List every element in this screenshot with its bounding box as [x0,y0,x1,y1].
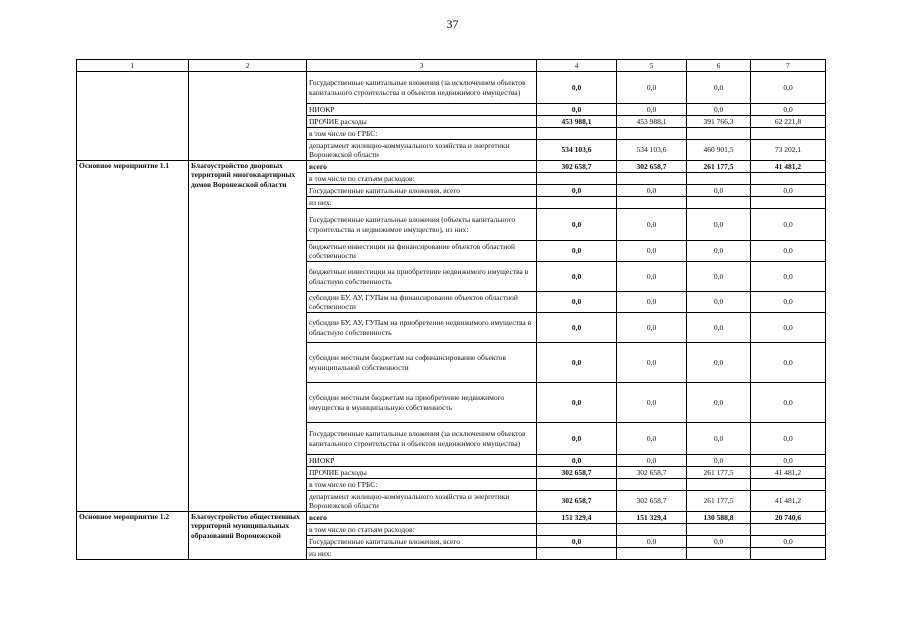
table-row [77,512,826,524]
amount-cell: 41 481,2 [751,467,826,479]
amount-cell: 261 177,5 [687,161,751,173]
amount-cell [537,524,617,536]
amount-cell: 0,0 [687,292,751,313]
amount-cell: 41 481,2 [751,161,826,173]
amount-cell: 0,0 [537,423,617,455]
header-cell: 7 [751,60,826,72]
amount-cell: 302 658,7 [617,491,687,512]
expense-label-cell: всего [307,161,537,173]
amount-cell: 391 766,3 [687,116,751,128]
amount-cell: 0,0 [617,209,687,241]
amount-cell: 0,0 [537,455,617,467]
expense-label-cell: НИОКР [307,104,537,116]
event-name-cell [77,72,189,161]
header-cell: 5 [617,60,687,72]
amount-cell: 0,0 [751,423,826,455]
amount-cell [751,128,826,140]
amount-cell: 62 221,8 [751,116,826,128]
amount-cell: 0,0 [537,536,617,548]
amount-cell [751,197,826,209]
amount-cell [751,524,826,536]
amount-cell: 0,0 [751,343,826,383]
expense-label-cell: субсидии БУ, АУ, ГУПам на финансирование объектов областной собственности [307,292,537,313]
expense-label-cell: НИОКР [307,455,537,467]
amount-cell [617,548,687,560]
amount-cell [687,524,751,536]
amount-cell: 41 481,2 [751,491,826,512]
amount-cell: 0,0 [537,241,617,262]
amount-cell: 302 658,7 [537,467,617,479]
amount-cell: 0,0 [687,313,751,343]
amount-cell: 460 901,5 [687,140,751,161]
amount-cell [537,128,617,140]
expense-label-cell: Государственные капитальные вложения (объекты капитального строительства и недвижимое имущество), из них: [307,209,537,241]
amount-cell: 261 177,5 [687,467,751,479]
amount-cell: 0,0 [687,241,751,262]
event-title-cell: Благоустройство общественных территорий муниципальных образований Воронежской [189,512,307,560]
amount-cell: 0,0 [687,383,751,423]
amount-cell [751,479,826,491]
expense-label-cell: департамент жилищно-коммунального хозяйства и энергетики Воронежской области [307,491,537,512]
amount-cell: 302 658,7 [617,161,687,173]
amount-cell: 0,0 [617,536,687,548]
amount-cell: 0,0 [537,72,617,104]
event-title-cell [189,72,307,161]
amount-cell: 0,0 [751,72,826,104]
expense-label-cell: субсидии местным бюджетам на приобретение недвижимого имущества в муниципальную собственность [307,383,537,423]
expense-label-cell: субсидии местным бюджетам на софинансирование объектов муниципальной собственности [307,343,537,383]
amount-cell [687,479,751,491]
expense-label-cell: бюджетные инвестиции на приобретение недвижимого имущества в областную собственность [307,262,537,292]
amount-cell: 0,0 [687,209,751,241]
amount-cell: 302 658,7 [537,491,617,512]
amount-cell: 0,0 [751,383,826,423]
amount-cell [687,173,751,185]
amount-cell [537,479,617,491]
amount-cell: 0,0 [537,383,617,423]
amount-cell: 0,0 [751,104,826,116]
amount-cell: 0,0 [751,262,826,292]
header-cell: 1 [77,60,189,72]
amount-cell: 0,0 [617,292,687,313]
amount-cell: 151 329,4 [617,512,687,524]
expense-label-cell: ПРОЧИЕ расходы [307,467,537,479]
amount-cell: 130 588,8 [687,512,751,524]
amount-cell: 0,0 [617,343,687,383]
amount-cell [751,173,826,185]
amount-cell: 302 658,7 [537,161,617,173]
amount-cell: 0,0 [751,241,826,262]
amount-cell: 0,0 [687,343,751,383]
amount-cell: 0,0 [751,292,826,313]
expense-label-cell: в том числе по статьям расходов: [307,524,537,536]
amount-cell: 151 329,4 [537,512,617,524]
amount-cell: 302 658,7 [617,467,687,479]
amount-cell: 261 177,5 [687,491,751,512]
amount-cell: 0,0 [687,423,751,455]
amount-cell [537,548,617,560]
expense-label-cell: из них: [307,197,537,209]
amount-cell: 0,0 [537,209,617,241]
amount-cell: 0,0 [751,536,826,548]
expense-label-cell: Государственные капитальные вложения, всего [307,185,537,197]
amount-cell [537,197,617,209]
budget-table [76,59,826,560]
amount-cell: 0,0 [617,104,687,116]
expense-label-cell: всего [307,512,537,524]
expense-label-cell: Государственные капитальные вложения (за исключением объектов капитального строительства и объектов недвижимого имущества) [307,72,537,104]
amount-cell: 453 988,1 [537,116,617,128]
expense-label-cell: в том числе по ГРБС: [307,479,537,491]
event-name-cell: Основное мероприятие 1.1 [77,161,189,512]
amount-cell: 0,0 [751,313,826,343]
header-row [77,60,826,72]
amount-cell: 0,0 [687,104,751,116]
amount-cell [687,548,751,560]
amount-cell [617,173,687,185]
amount-cell [537,173,617,185]
amount-cell: 0,0 [537,313,617,343]
amount-cell: 73 202,1 [751,140,826,161]
page-number: 37 [446,17,459,31]
expense-label-cell: Государственные капитальные вложения, всего [307,536,537,548]
amount-cell [617,524,687,536]
amount-cell [617,479,687,491]
amount-cell [687,197,751,209]
header-cell: 6 [687,60,751,72]
amount-cell: 0,0 [617,262,687,292]
event-title-cell: Благоустройство дворовых территорий многоквартирных домов Воронежской области [189,161,307,512]
expense-label-cell: в том числе по статьям расходов: [307,173,537,185]
amount-cell [687,128,751,140]
amount-cell [617,128,687,140]
expense-label-cell: из них: [307,548,537,560]
amount-cell: 0,0 [537,292,617,313]
amount-cell: 0,0 [617,241,687,262]
event-name-cell: Основное мероприятие 1.2 [77,512,189,560]
amount-cell: 0,0 [617,455,687,467]
amount-cell: 0,0 [537,262,617,292]
expense-label-cell: департамент жилищно-коммунального хозяйства и энергетики Воронежской области [307,140,537,161]
amount-cell: 0,0 [687,262,751,292]
amount-cell: 20 740,6 [751,512,826,524]
amount-cell: 0,0 [617,423,687,455]
amount-cell: 0,0 [687,72,751,104]
amount-cell: 453 988,1 [617,116,687,128]
amount-cell: 0,0 [617,383,687,423]
amount-cell: 0,0 [537,343,617,383]
amount-cell: 0,0 [751,209,826,241]
amount-cell: 0,0 [687,536,751,548]
expense-label-cell: бюджетные инвестиции на финансирование объектов областной собственности [307,241,537,262]
amount-cell [751,548,826,560]
header-cell: 3 [307,60,537,72]
amount-cell [617,197,687,209]
header-cell: 2 [189,60,307,72]
amount-cell: 0,0 [617,185,687,197]
amount-cell: 0,0 [751,185,826,197]
amount-cell: 534 103,6 [617,140,687,161]
expense-label-cell: в том числе по ГРБС: [307,128,537,140]
amount-cell: 0,0 [617,72,687,104]
table-row [77,72,826,104]
amount-cell: 0,0 [751,455,826,467]
amount-cell: 0,0 [537,185,617,197]
amount-cell: 0,0 [687,455,751,467]
expense-label-cell: Государственные капитальные вложения (за исключением объектов капитального строительства и объектов недвижимого имущества) [307,423,537,455]
amount-cell: 534 103,6 [537,140,617,161]
expense-label-cell: субсидии БУ, АУ, ГУПам на приобретение недвижимого имущества в областную собственность [307,313,537,343]
header-cell: 4 [537,60,617,72]
amount-cell: 0,0 [617,313,687,343]
amount-cell: 0,0 [687,185,751,197]
amount-cell: 0,0 [537,104,617,116]
expense-label-cell: ПРОЧИЕ расходы [307,116,537,128]
table-row [77,161,826,173]
